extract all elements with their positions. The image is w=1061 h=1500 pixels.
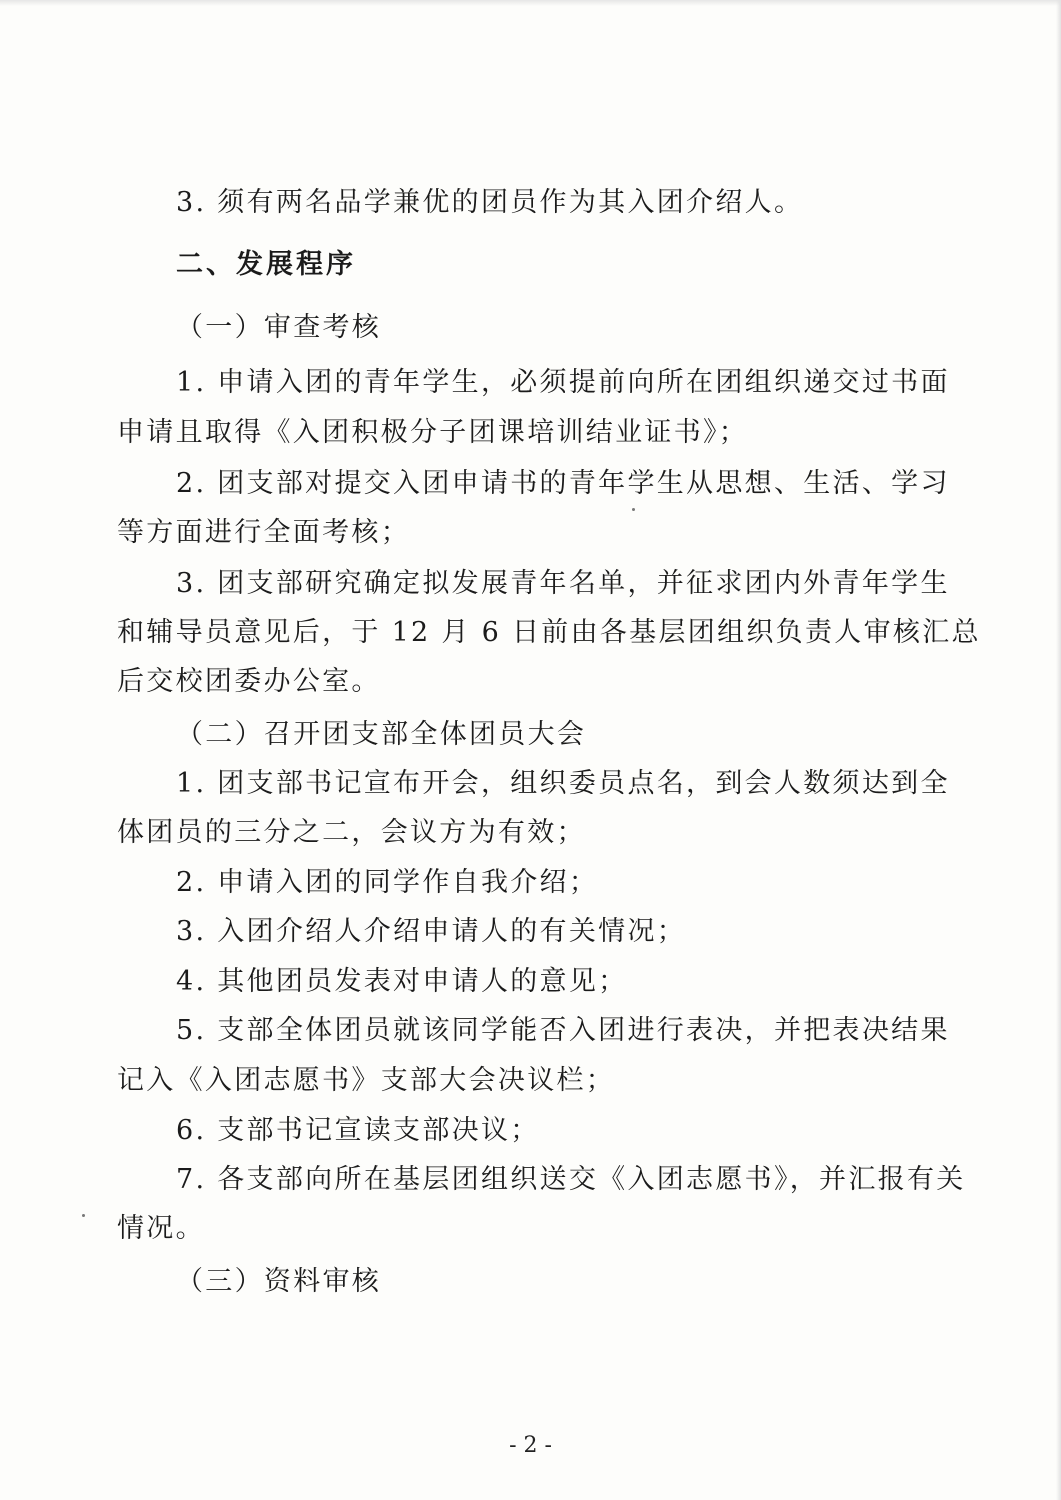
meeting-item-5-line-1: 5. 支部全体团员就该同学能否入团进行表决，并把表决结果 [176,1015,950,1046]
review-item-3-line-1: 3. 团支部研究确定拟发展青年名单，并征求团内外青年学生 [176,568,950,599]
meeting-item-1-line-1: 1. 团支部书记宣布开会，组织委员点名，到会人数须达到全 [176,768,950,799]
section-heading-development-procedure: 二、发展程序 [176,249,356,280]
meeting-item-3: 3. 入团介绍人介绍申请人的有关情况； [176,916,687,947]
requirement-item-3: 3. 须有两名品学兼优的团员作为其入团介绍人。 [176,187,804,218]
meeting-item-5-line-2: 记入《入团志愿书》支部大会决议栏； [117,1065,616,1096]
review-item-2-line-2: 等方面进行全面考核； [117,517,410,548]
subsection-heading-document-review: （三）资料审核 [176,1266,382,1297]
meeting-item-7-line-2: 情况。 [117,1213,205,1244]
meeting-item-1-line-2: 体团员的三分之二，会议方为有效； [117,817,586,848]
page-number: - 2 - [509,1433,552,1458]
review-item-3-line-2: 和辅导员意见后，于 12 月 6 日前由各基层团组织负责人审核汇总 [117,617,981,648]
meeting-item-6: 6. 支部书记宣读支部决议； [176,1115,540,1146]
scan-speck [632,508,635,511]
review-item-1-line-2: 申请且取得《入团积极分子团课培训结业证书》； [117,417,749,448]
review-item-2-line-1: 2. 团支部对提交入团申请书的青年学生从思想、生活、学习 [176,468,950,499]
meeting-item-2: 2. 申请入团的同学作自我介绍； [176,867,599,898]
meeting-item-4: 4. 其他团员发表对申请人的意见； [176,966,628,997]
scan-edge-right [1056,0,1061,1500]
meeting-item-7-line-1: 7. 各支部向所在基层团组织送交《入团志愿书》，并汇报有关 [176,1164,966,1195]
review-item-3-line-3: 后交校团委办公室。 [117,666,381,697]
subsection-heading-general-meeting: （二）召开团支部全体团员大会 [176,719,587,750]
scan-edge-top [0,0,1061,6]
subsection-heading-review: （一）审查考核 [176,312,382,343]
review-item-1-line-1: 1. 申请入团的青年学生，必须提前向所在团组织递交过书面 [176,367,950,398]
scan-speck [82,1214,85,1217]
